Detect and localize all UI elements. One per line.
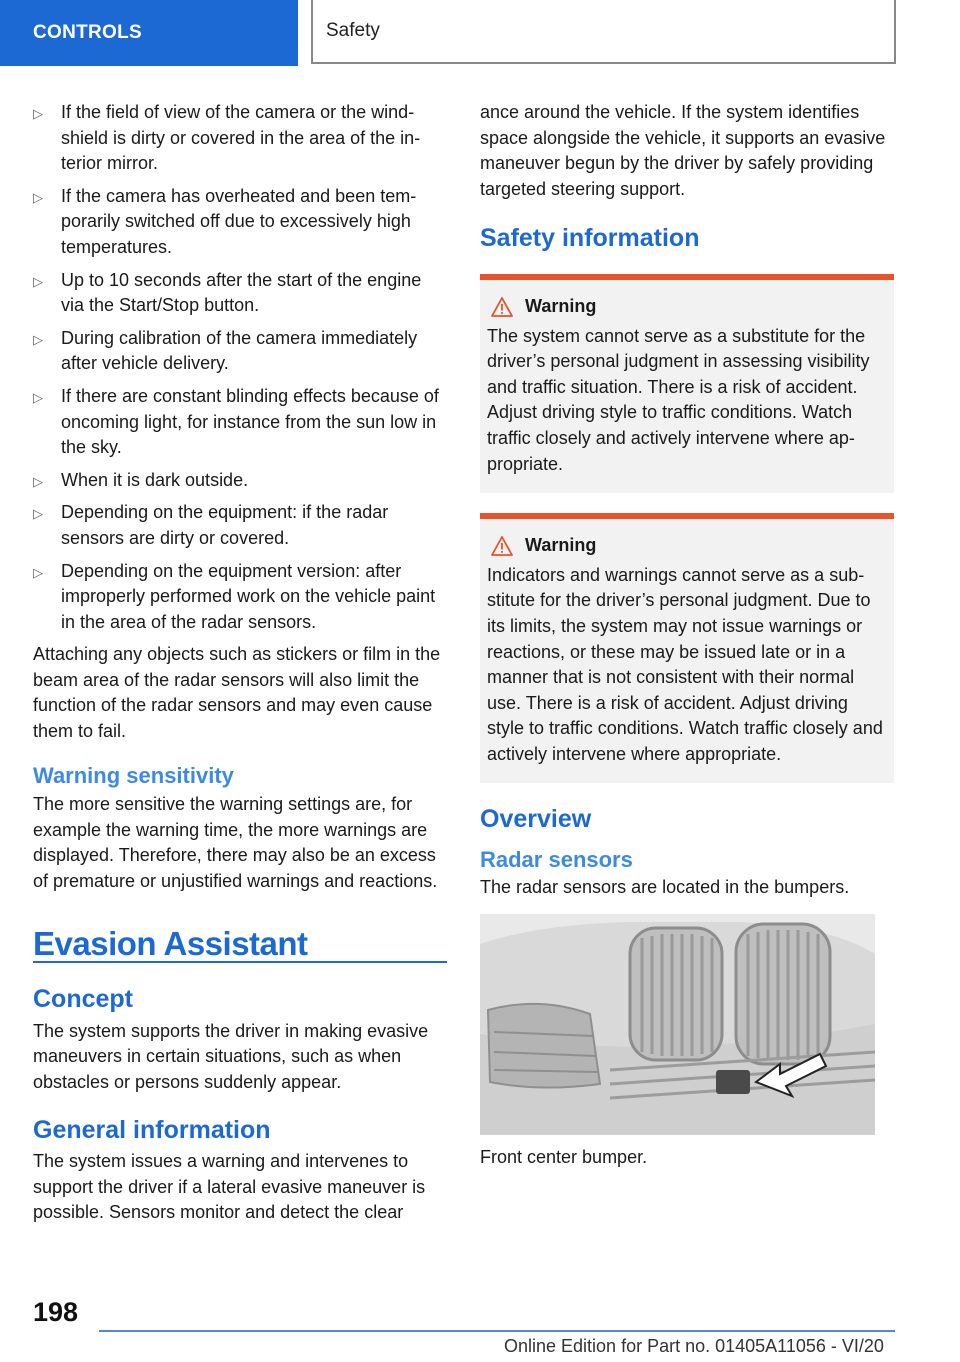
general-information-heading: General information (33, 1115, 271, 1144)
warning-box (480, 513, 894, 783)
concept-heading: Concept (33, 985, 133, 1014)
triangle-right-icon: ▷ (33, 564, 43, 580)
left-column (33, 100, 447, 1226)
triangle-right-icon: ▷ (33, 106, 43, 121)
triangle-right-icon: ▷ (33, 506, 43, 522)
image-caption: Front center bumper. (480, 1147, 648, 1168)
evasion-assistant-title: Evasion Assistant (33, 931, 447, 964)
triangle-right-icon: ▷ (33, 331, 43, 347)
radar-sensors-text: The radar sensors are located in the bumpers. (480, 876, 850, 897)
triangle-right-icon: ▷ (33, 273, 43, 289)
right-column (480, 100, 894, 1171)
warning-text: Indicators and warnings cannot serve as a substitute for the driver’s personal judgment. Due to its limits, the system may not issue warnings or reactions, or these may be issued late or in a manner that is not consistent with their normal use. There is a risk of accident. Adjust driving style to traffic conditions. Watch traffic closely and actively intervene where appropriate. (487, 564, 883, 764)
list-item: ▷ If there are constant blinding effects because of oncoming light, for instance from the sun low in the sky. (33, 385, 439, 458)
subsection-tab: Safety (311, 0, 896, 64)
warning-title: Warning (525, 295, 597, 316)
section-tab: CONTROLS (0, 0, 298, 66)
warning-sensitivity-heading: Warning sensitivity (33, 762, 234, 788)
triangle-right-icon: ▷ (33, 189, 43, 205)
warning-box (480, 274, 894, 493)
list-item: ▷ Up to 10 seconds after the start of the engine via the Start/Stop button. (33, 269, 422, 316)
attaching-paragraph: Attaching any objects such as stickers or film in the beam area of the radar sensors will also limit the function of the radar sensors and may even cause them to fail. (33, 644, 441, 742)
warning-title: Warning (525, 535, 597, 556)
warning-text: The system cannot serve as a substitute for the driver’s personal judgment in assessing visibility and traffic situation. There is a risk of accident. Adjust driving style to traffic conditions. Watch traffic closely and actively intervene where appropriate. (487, 325, 870, 474)
list-item: ▷ If the field of view of the camera or the windshield is dirty or covered in the area of the interior mirror. (33, 102, 421, 174)
list-item: ▷ Depending on the equipment version: after improperly performed work on the vehicle paint in the area of the radar sensors. (33, 560, 436, 632)
overview-heading: Overview (480, 805, 592, 834)
list-item: ▷ Depending on the equipment: if the radar sensors are dirty or covered. (33, 502, 389, 548)
warning-triangle-icon (491, 297, 513, 317)
general-information-text: The system issues a warning and intervenes to support the driver if a lateral evasive maneuver is possible. Sensors monitor and detect the clear (33, 1151, 426, 1223)
list-item: ▷ When it is dark outside. (33, 468, 447, 494)
safety-information-heading: Safety information (480, 224, 700, 253)
triangle-right-icon: ▷ (33, 389, 43, 405)
front-bumper-image (480, 914, 875, 1135)
list-item: ▷ If the camera has overheated and been temporarily switched off due to excessively high temperatures. (33, 185, 417, 257)
general-information-continued: ance around the vehicle. If the system identifies space alongside the vehicle, it supports an evasive maneuver begun by the driver by safely providing targeted steering support. (480, 102, 886, 199)
bullet-list (33, 100, 447, 635)
footer-divider (99, 1330, 895, 1332)
list-item: ▷ During calibration of the camera immediately after vehicle delivery. (33, 327, 418, 374)
warning-sensitivity-text: The more sensitive the warning settings are, for example the warning time, the more warnings are displayed. Therefore, there may also be an excess of premature or unjustified warnings and reactions. (33, 794, 438, 892)
triangle-right-icon: ▷ (33, 473, 43, 489)
page-number: 198 (33, 1297, 79, 1327)
edition-label: Online Edition for Part no. 01405A11056 - VI/20 (504, 1336, 884, 1356)
concept-text: The system supports the driver in making evasive maneuvers in certain situations, such as when obstacles or persons suddenly appear. (33, 1020, 429, 1092)
radar-sensors-heading: Radar sensors (480, 847, 633, 873)
warning-triangle-icon (491, 536, 513, 556)
